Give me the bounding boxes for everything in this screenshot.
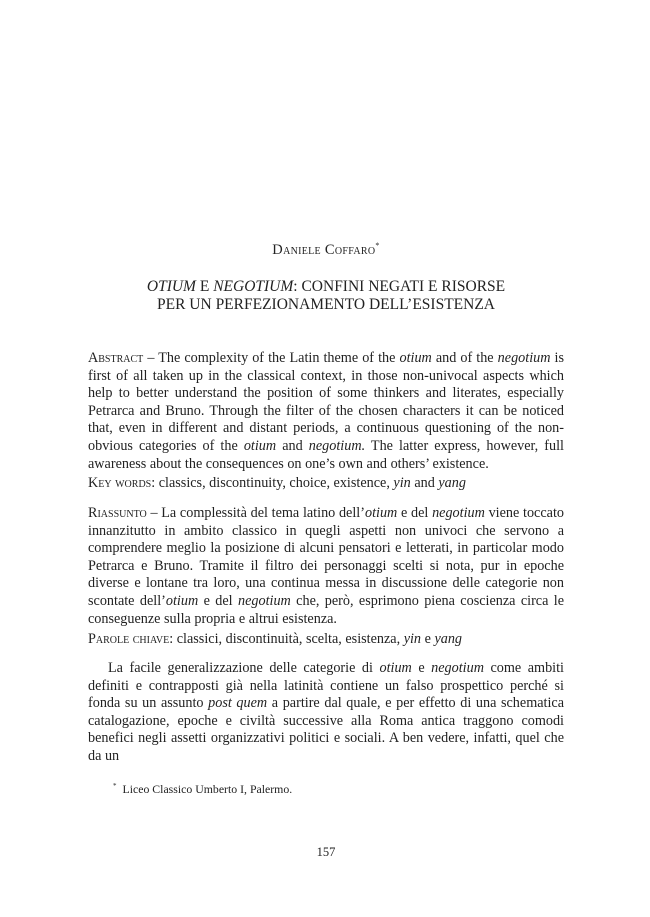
author-footnote-mark: * — [375, 241, 380, 250]
footnote-mark: * — [113, 782, 117, 790]
riassunto-text: viene toccato innanzitutto in ambito classico in quegli aspetti non univoci che servono a comprendere meglio la posizione di alcuni pensatori e letterati, in particolar modo Petrarca e Bruno. Tramite il filtro dei personaggi scelti si nota, pur in epoche diverse e lontane tra loro, una continua messa in discussione delle categorie non scontate dell’ — [88, 505, 564, 609]
parole-chiave-line — [88, 631, 564, 649]
riassunto-label: Riassunto — [88, 505, 147, 521]
keywords-text: : classics, discontinuity, choice, existence, — [151, 475, 394, 491]
riassunto-italic: negotium — [237, 592, 291, 609]
title-negotium: NEGOTIUM — [213, 278, 294, 295]
title-otium: OTIUM — [146, 278, 196, 295]
abstract-text: The complexity of the Latin theme of the — [158, 350, 400, 366]
riassunto-paragraph — [88, 505, 564, 628]
body-italic: otium — [379, 660, 412, 676]
parole-chiave-text: : classici, discontinuità, scelta, esistenza, — [169, 631, 404, 647]
riassunto-text: e del — [397, 505, 433, 521]
parole-chiave-italic: yin — [403, 631, 422, 647]
keywords-italic: yin — [393, 475, 411, 491]
title-conj: E — [195, 278, 214, 295]
riassunto-text: che, però, esprimono piena coscienza circa le conseguenze sulla propria e altrui esistenza. — [88, 592, 565, 627]
footnote — [113, 779, 292, 796]
body-text: e — [411, 660, 432, 676]
body-italic: post quem — [208, 695, 268, 712]
title-line-1 — [88, 278, 564, 296]
riassunto-dash: – — [146, 505, 162, 521]
keywords-italic: yang — [438, 475, 466, 491]
abstract-italic: otium — [399, 350, 432, 366]
title-rest: : CONFINI NEGATI E RISORSE — [293, 278, 506, 295]
keywords-label: Key words — [88, 475, 152, 491]
abstract-text: and — [276, 437, 309, 454]
riassunto-text: La complessità del tema latino dell’ — [161, 505, 365, 521]
title-line-2: PER UN PERFEZIONAMENTO DELL’ESISTENZA — [157, 296, 495, 313]
parole-chiave-text: e — [421, 631, 435, 647]
abstract-italic: negotium. — [308, 437, 366, 454]
abstract-text: and of the — [431, 350, 498, 366]
body-paragraph — [88, 660, 564, 766]
riassunto-italic: otium — [165, 592, 199, 609]
author-name — [88, 241, 564, 259]
abstract-paragraph — [88, 350, 564, 473]
keywords-line — [88, 475, 564, 493]
riassunto-text: e del — [198, 592, 238, 609]
page-number: 157 — [316, 845, 336, 859]
footnote-text: Liceo Classico Umberto I, Palermo. — [122, 782, 293, 796]
abstract-italic: otium — [243, 437, 277, 454]
body-text: La facile generalizzazione delle categorie di — [108, 660, 380, 676]
abstract-italic: negotium — [497, 350, 551, 366]
body-text: come ambiti definiti e contrapposti già nella latinità contiene un falso prospettico perché si fonda su un assunto — [88, 660, 564, 712]
body-text: a partire dal quale, e per effetto di una schematica catalogazione, epoche e civiltà successive alla Roma antica traggono comodi benefici negli assetti organizzativi politici e sociali. A ben vedere, infatti, quel che da un — [88, 695, 565, 764]
parole-chiave-italic: yang — [434, 631, 463, 647]
abstract-text: is first of all taken up in the classical context, in those non-univocal aspects which help to better understand the position of some thinkers and literates, especially Petrarca and Bruno. Through the filter of the chosen characters it can be noticed that, even in different and distant periods, a continuous questioning of the non-obvious categories of the — [88, 350, 565, 454]
riassunto-italic: negotium — [432, 505, 485, 521]
abstract-text: The latter express, however, full awareness about the consequences on one’s own and others’ existence. — [88, 437, 564, 472]
abstract-label: Abstract — [88, 350, 144, 366]
parole-chiave-label: Parole chiave — [88, 631, 170, 647]
abstract-dash: – — [143, 350, 159, 366]
author-text: Daniele Coffaro — [272, 242, 376, 258]
keywords-text: and — [410, 475, 439, 491]
paper-title — [88, 278, 564, 314]
body-italic: negotium — [431, 660, 484, 676]
riassunto-italic: otium — [364, 505, 398, 521]
